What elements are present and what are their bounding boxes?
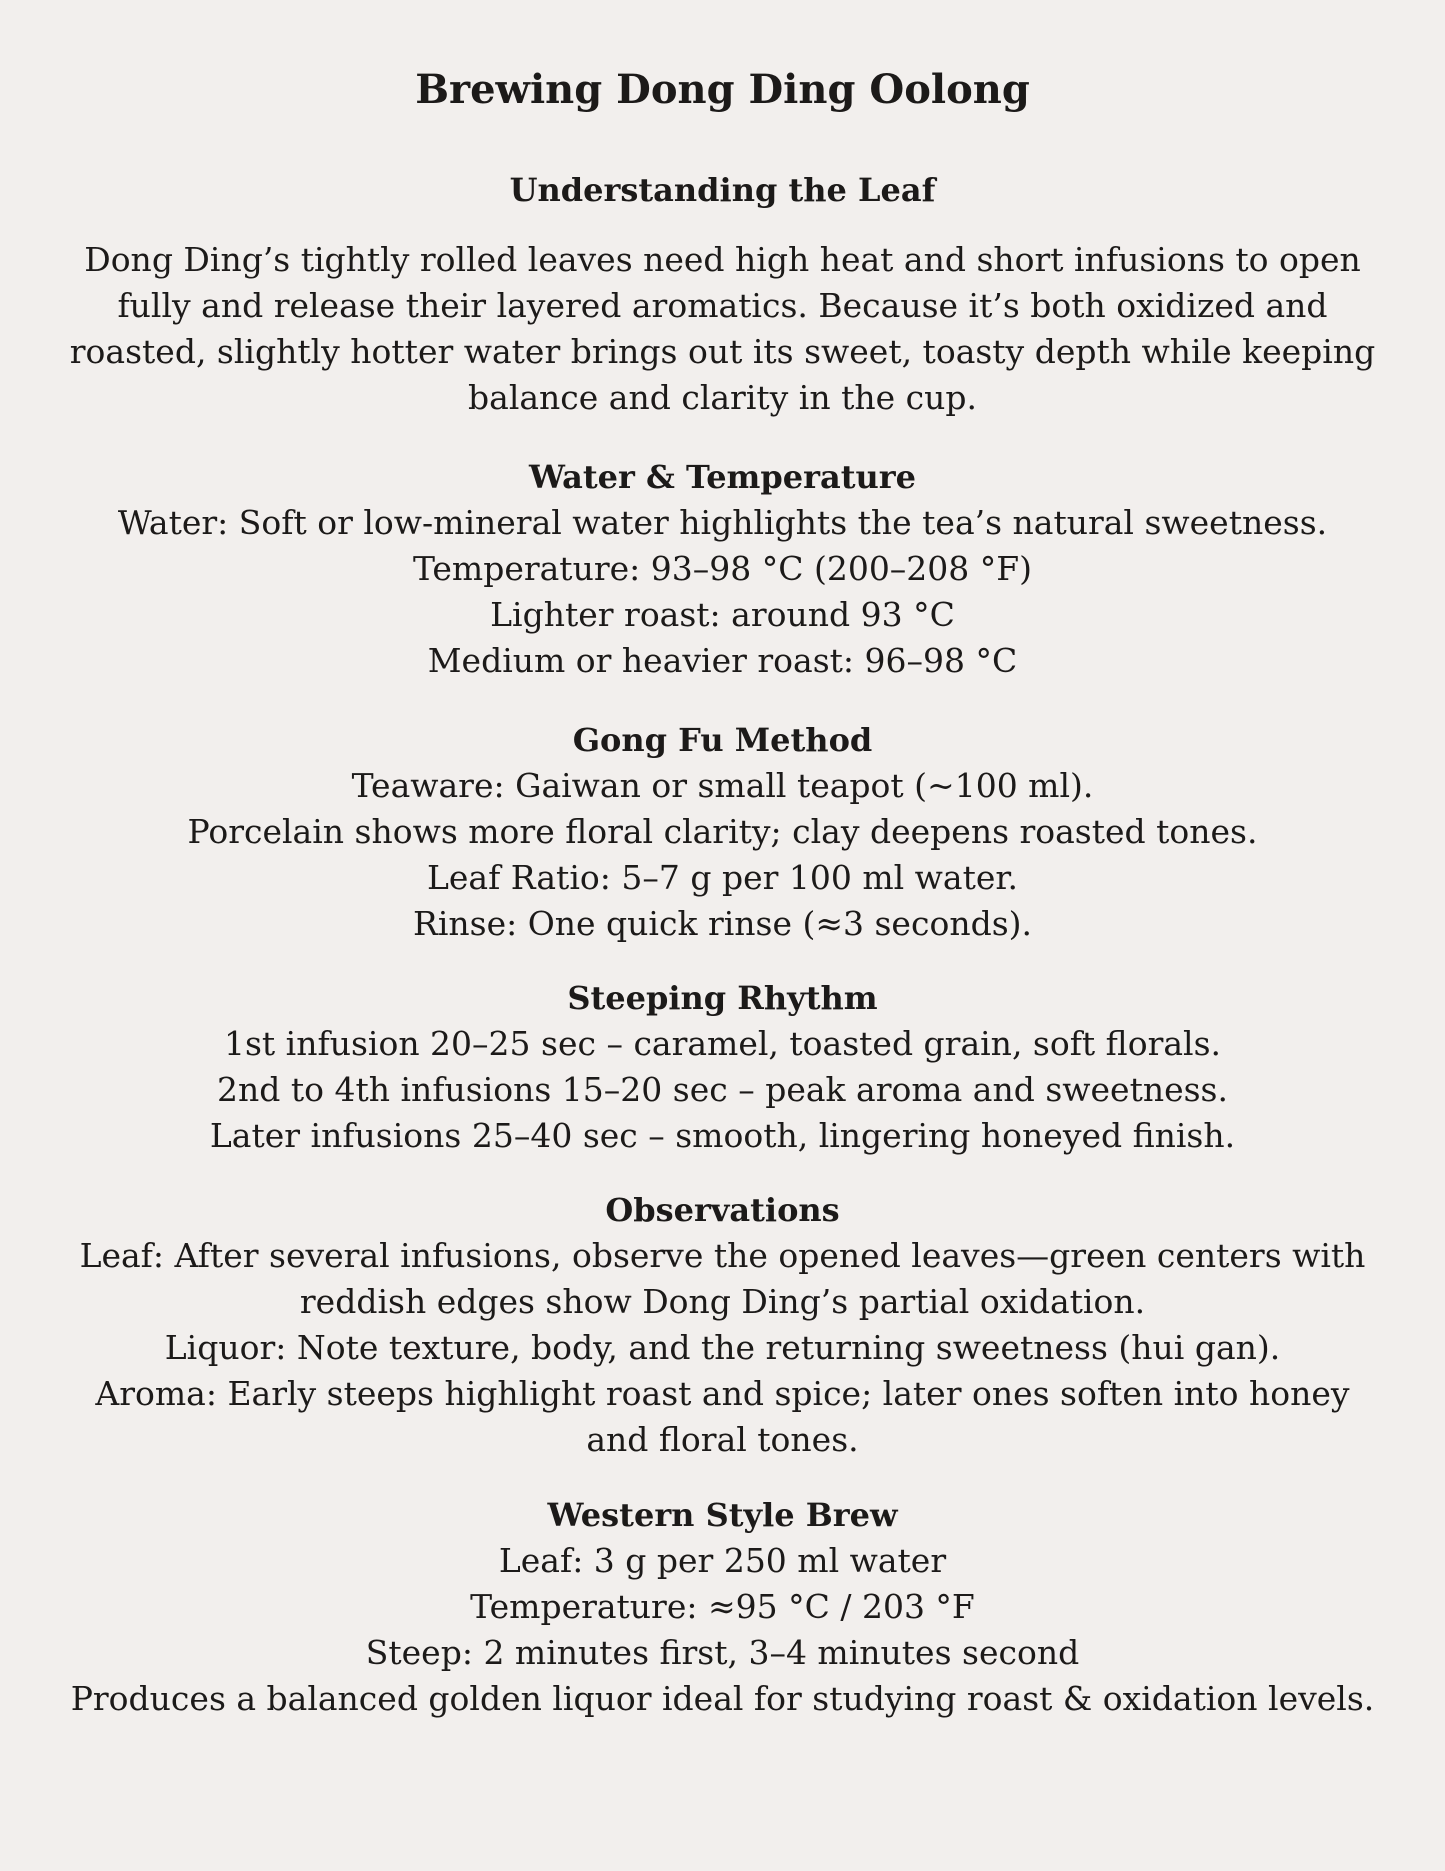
western-summary-line: Produces a balanced golden liquor ideal for studying roast & oxidation levels. <box>70 1679 1375 1718</box>
section-gong-fu-method <box>60 717 1385 947</box>
rinse-line: Rinse: One quick rinse (≈3 seconds). <box>413 904 1032 943</box>
section-heading: Understanding the Leaf <box>509 171 936 209</box>
infusion-line-later: Later infusions 25–40 sec – smooth, lingering honeyed finish. <box>209 1116 1236 1155</box>
temperature-line: Temperature: 93–98 °C (200–208 °F) <box>412 549 1033 588</box>
western-leaf-line: Leaf: 3 g per 250 ml water <box>498 1541 947 1580</box>
western-steep-line: Steep: 2 minutes first, 3–4 minutes second <box>365 1633 1080 1672</box>
section-heading: Gong Fu Method <box>572 721 873 759</box>
leaf-ratio-line: Leaf Ratio: 5–7 g per 100 ml water. <box>426 858 1019 897</box>
leaf-observation: Leaf: After several infusions, observe the opened leaves—green centers with reddish edges show Dong Ding’s partial oxidation. <box>79 1236 1366 1321</box>
section-heading: Observations <box>605 1191 840 1229</box>
liquor-observation: Liquor: Note texture, body, and the returning sweetness (hui gan). <box>164 1328 1281 1367</box>
section-heading: Water & Temperature <box>528 458 916 496</box>
section-heading: Steeping Rhythm <box>567 979 878 1017</box>
aroma-observation: Aroma: Early steeps highlight roast and spice; later ones soften into honey and floral tones. <box>95 1374 1350 1459</box>
western-temperature-line: Temperature: ≈95 °C / 203 °F <box>470 1587 975 1626</box>
section-heading: Western Style Brew <box>547 1496 898 1534</box>
infusion-line-first: 1st infusion 20–25 sec – caramel, toasted grain, soft florals. <box>224 1024 1221 1063</box>
section-water-temperature <box>60 454 1385 684</box>
section-steeping-rhythm <box>60 975 1385 1159</box>
section-observations <box>60 1187 1385 1463</box>
lighter-roast-line: Lighter roast: around 93 °C <box>490 595 955 634</box>
porcelain-line: Porcelain shows more floral clarity; clay deepens roasted tones. <box>187 812 1258 851</box>
section-understanding-the-leaf <box>60 167 1385 421</box>
infusion-line-second: 2nd to 4th infusions 15–20 sec – peak aroma and sweetness. <box>217 1070 1228 1109</box>
teaware-line: Teaware: Gaiwan or small teapot (~100 ml). <box>351 766 1094 805</box>
water-line: Water: Soft or low-mineral water highlights the tea’s natural sweetness. <box>117 503 1328 542</box>
section-paragraph: Dong Ding’s tightly rolled leaves need high heat and short infusions to open fully and release their layered aromatics. Because it’s both oxidized and roasted, slightly hotter water brings out its sweet, toasty depth while keeping balance and clarity in the cup. <box>69 240 1376 417</box>
medium-roast-line: Medium or heavier roast: 96–98 °C <box>427 641 1018 680</box>
page-title: Brewing Dong Ding Oolong <box>415 66 1030 113</box>
section-western-style-brew <box>60 1492 1385 1722</box>
